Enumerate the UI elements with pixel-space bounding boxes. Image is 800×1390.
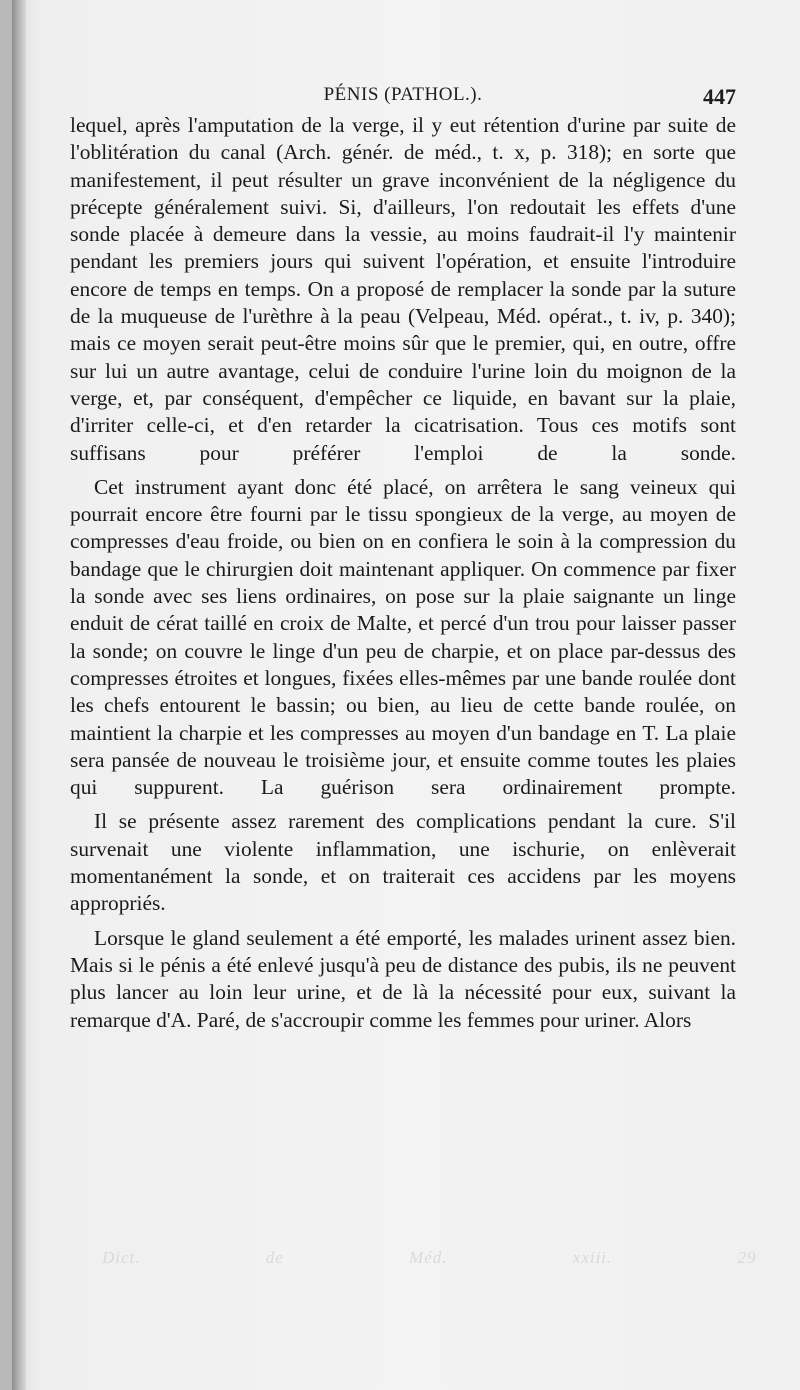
running-title: PÉNIS (PATHOL.). [323,84,483,105]
paragraph-gland: Lorsque le gland seulement a été emporté, les malades urinent assez bien. Mais si le pénis a été enlevé jusqu'à peu de distance des pubis, ils ne peuvent plus lancer au loin leur urine, et de là la nécessité pour eux, suivant la remarque d'A. Paré, de s'accroupir comme les femmes pour uriner. Alors [70,925,736,1032]
page-gutter-shadow [12,0,26,1390]
paragraph-bandage: Cet instrument ayant donc été placé, on arrêtera le sang veineux qui pourrait encore être fourni par le tissu spongieux de la verge, au moyen de compresses d'eau froide, ou bien on en confiera le soin à la compression du bandage que le chirurgien doit maintenant appliquer. On commence par fixer la sonde avec ses liens ordinaires, on pose sur la plaie saignante un linge enduit de cérat taillé en croix de Malte, et percé d'un trou pour laisser passer la sonde; on couvre le linge d'un peu de charpie, et on place par-dessus des compresses étroites et longues, fixées elles-mêmes par une bande roulée dont les chefs entourent le bassin; ou bien, au lieu de cette bande roulée, on maintient la charpie et les compresses au moyen d'un bandage en T. La plaie sera pansée de nouveau le troisième jour, et ensuite comme toutes les plaies qui suppurent. La guérison sera ordinairement prompte. [70,474,736,800]
running-header [70,84,736,114]
paragraph-complications: Il se présente assez rarement des complications pendant la cure. S'il survenait une violente inflammation, une ischurie, on enlèverait momentanément la sonde, et on traiterait ces accidens par les moyens appropriés. [70,809,736,916]
bleed-through-footer: Dict. de Méd. xxiii. 29 [102,1248,757,1267]
body-text [70,112,736,1041]
paragraph-continuation: lequel, après l'amputation de la verge, il y eut rétention d'urine par suite de l'oblitération du canal (Arch. génér. de méd., t. x, p. 318); en sorte que manifestement, il peut résulter un grave inconvénient de la négligence du précepte généralement suivi. Si, d'ailleurs, l'on redoutait les effets d'une sonde placée à demeure dans la vessie, au moins faudrait-il l'y maintenir pendant les premiers jours qui suivent l'opération, et ensuite l'introduire encore de temps en temps. On a proposé de remplacer la sonde par la suture de la muqueuse de l'urèthre à la peau (Velpeau, Méd. opérat., t. iv, p. 340); mais ce moyen serait peut-être moins sûr que le premier, qui, en outre, offre sur lui un autre avantage, celui de conduire l'urine loin du moignon de la verge, et, par conséquent, d'empêcher ce liquide, en bavant sur la plaie, d'irriter celle-ci, et d'en retarder la cicatrisation. Tous ces motifs sont suffisans pour préférer l'emploi de la sonde. [70,113,736,465]
page-number: 447 [703,84,736,109]
book-page [12,0,800,1390]
